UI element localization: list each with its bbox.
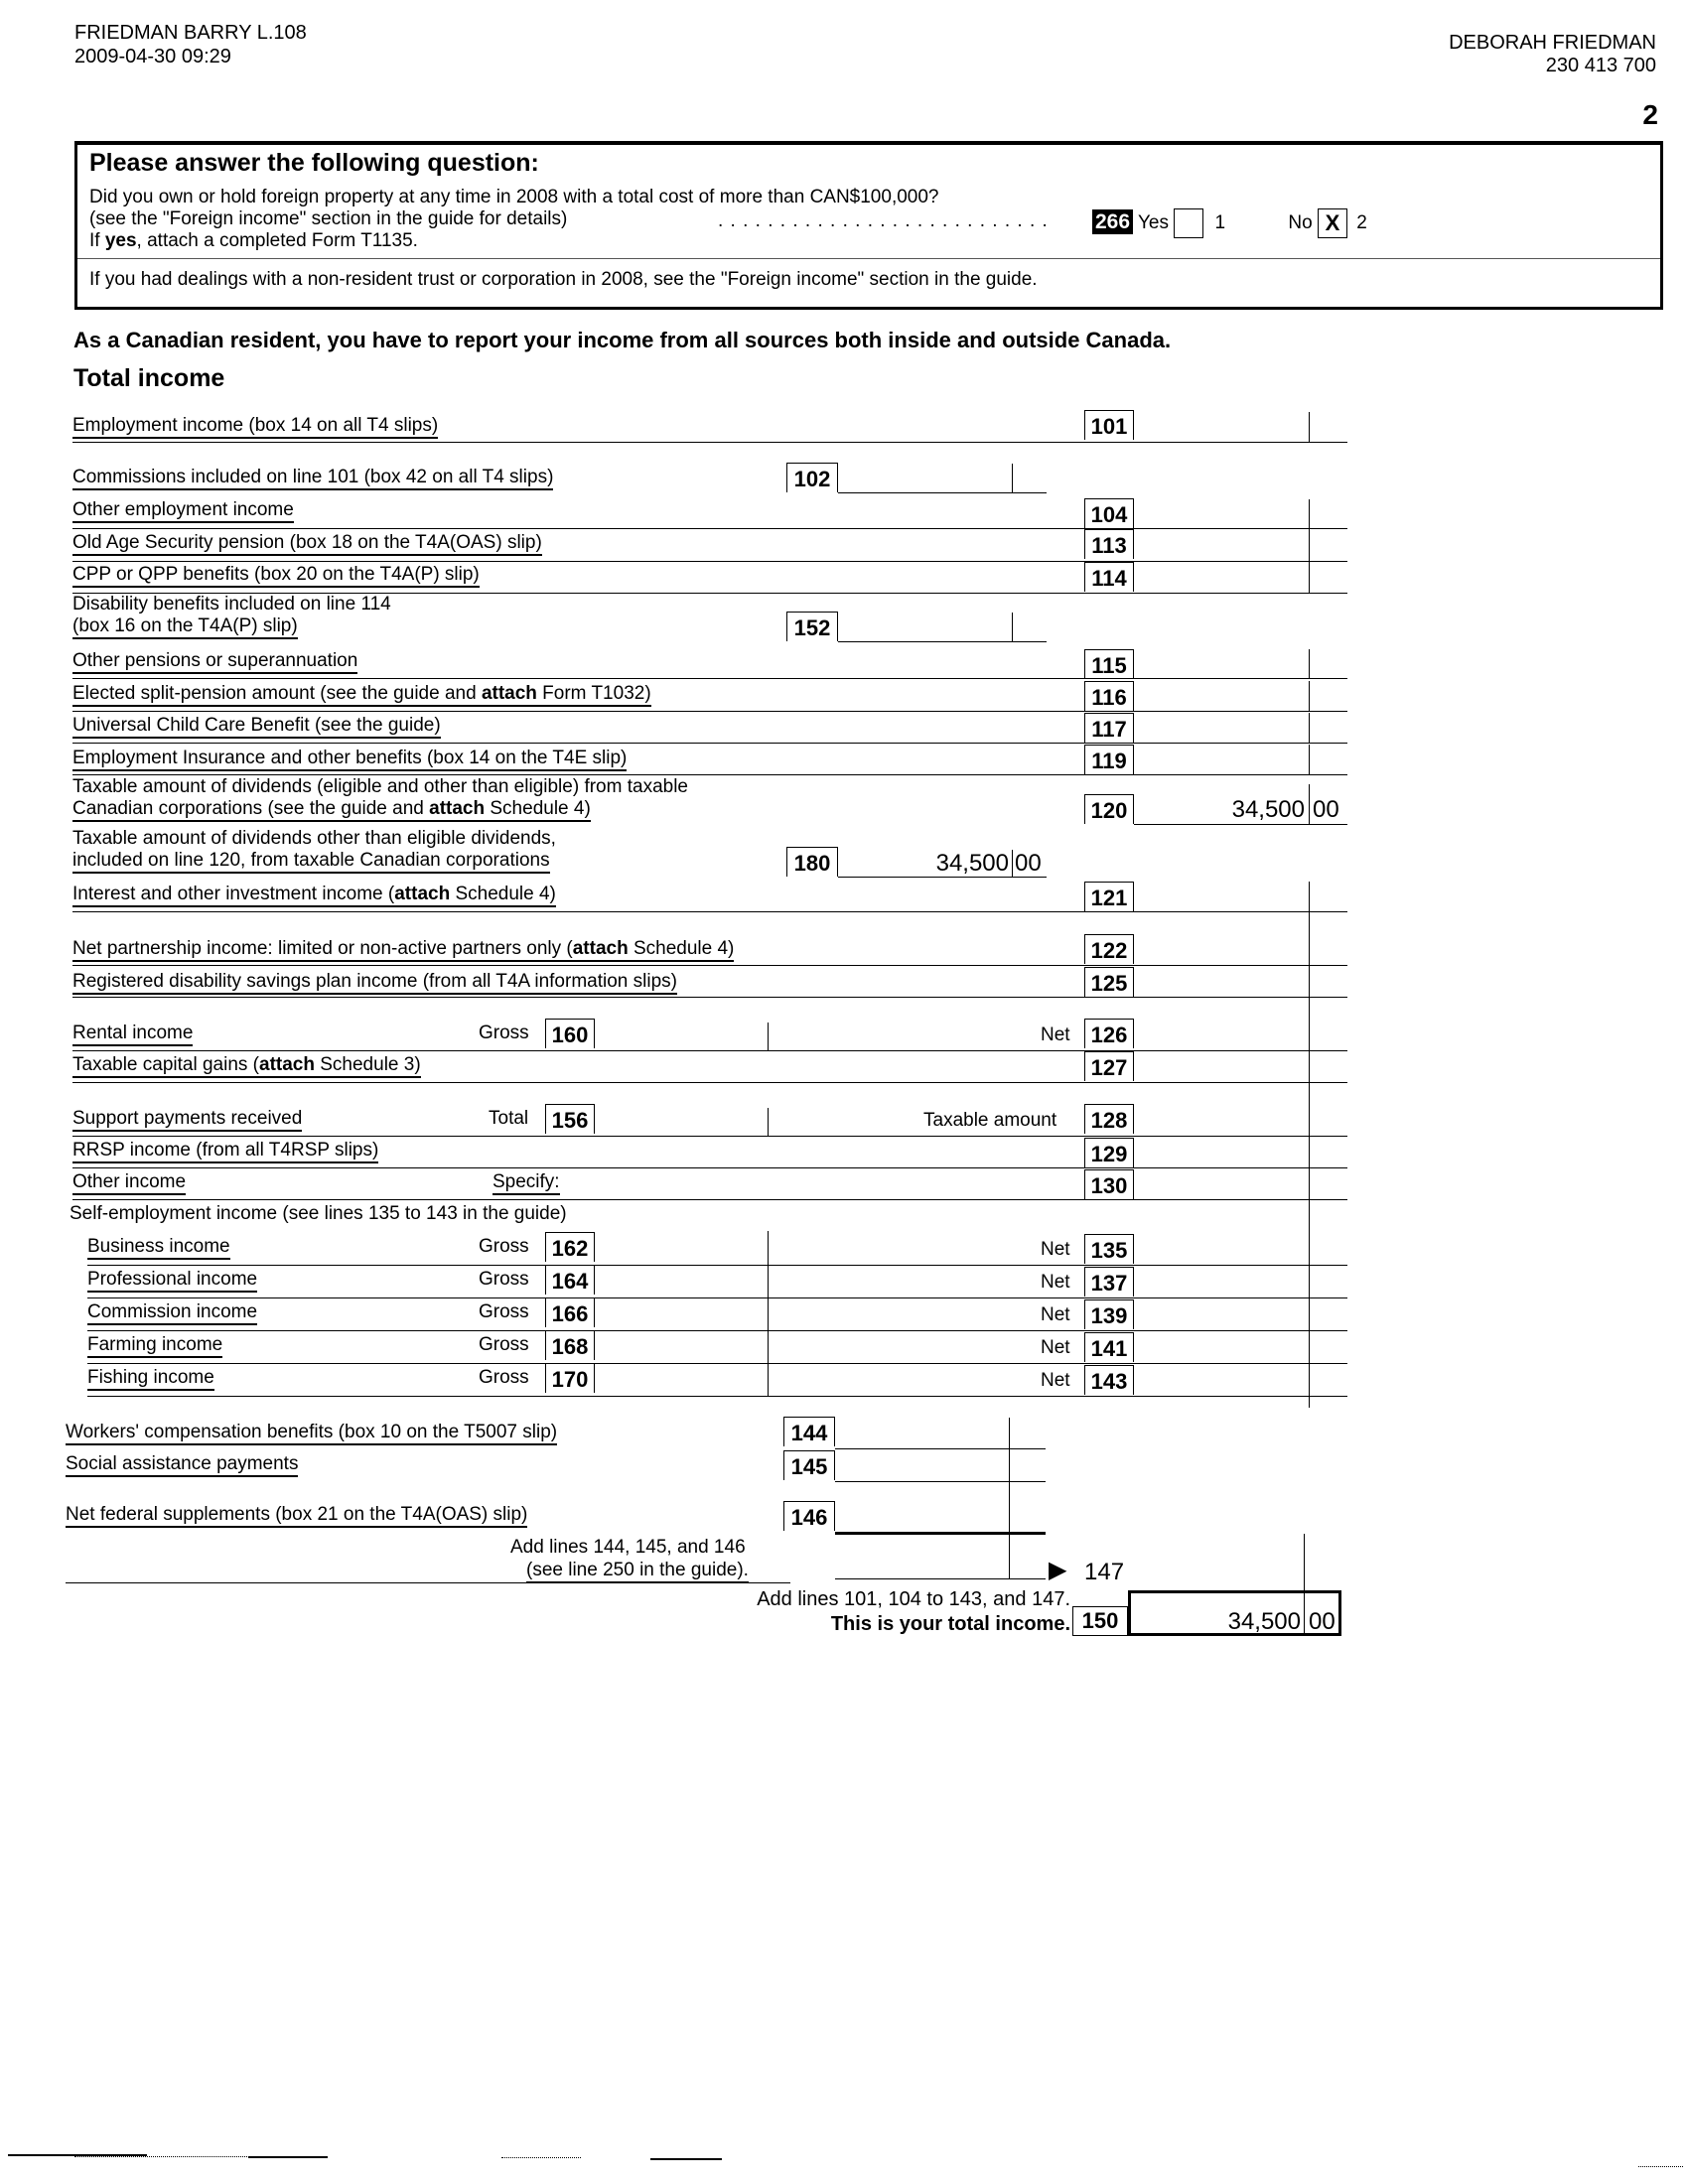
yes-value: 1 <box>1214 212 1226 234</box>
line-156-total-label: Total <box>489 1108 529 1129</box>
line-122-code: 122 <box>1084 934 1134 964</box>
line-130-code: 130 <box>1084 1169 1134 1199</box>
line-144-code: 144 <box>783 1417 835 1446</box>
line-121-code: 121 <box>1084 882 1134 911</box>
line-130-specify-label: Specify: <box>492 1171 560 1195</box>
line-180-label-1: Taxable amount of dividends other than eligible dividends, <box>72 828 556 849</box>
gross-label: Gross <box>479 1269 529 1290</box>
line-144-label: Workers' compensation benefits (box 10 on the T5007 slip) <box>66 1422 557 1445</box>
foreign-property-question-box <box>74 141 1663 310</box>
no-value: 2 <box>1356 212 1367 234</box>
line-122-label: Net partnership income: limited or non-active partners only (attach Schedule 4) <box>72 938 734 962</box>
question-attach-note: If yes, attach a completed Form T1135. <box>89 230 418 251</box>
line-113-label: Old Age Security pension (box 18 on the T4A(OAS) slip) <box>72 532 542 556</box>
line-126-net-label: Net <box>1041 1024 1070 1045</box>
line-128-label: Support payments received <box>72 1108 302 1132</box>
line-170-code: 170 <box>545 1363 595 1393</box>
line-162-code: 162 <box>545 1232 595 1262</box>
line-115-label: Other pensions or superannuation <box>72 650 357 674</box>
line-126-amount-field[interactable] <box>1134 1019 1309 1050</box>
gross-label: Gross <box>479 1334 529 1355</box>
page-number: 2 <box>1642 99 1658 130</box>
gross-label: Gross <box>479 1236 529 1257</box>
line-129-amount-field[interactable] <box>1134 1138 1309 1167</box>
line-130-amount-field[interactable] <box>1134 1169 1309 1199</box>
line-127-amount-field[interactable] <box>1134 1051 1309 1082</box>
self-employment-business-label: Business income <box>87 1236 230 1260</box>
line-119-amount-field[interactable] <box>1134 745 1309 774</box>
line-128-code: 128 <box>1084 1104 1134 1134</box>
line-145-code: 145 <box>783 1450 835 1480</box>
line-152-amount-field[interactable] <box>838 612 1012 641</box>
line-150-label-2: This is your total income. <box>830 1613 1070 1635</box>
net-label: Net <box>1041 1272 1070 1293</box>
line-150-code: 150 <box>1072 1606 1128 1636</box>
line-117-amount-field[interactable] <box>1134 713 1309 743</box>
line-101-label: Employment income (box 14 on all T4 slips) <box>72 415 438 439</box>
line-129-label: RRSP income (from all T4RSP slips) <box>72 1140 378 1163</box>
line-116-label: Elected split-pension amount (see the guide and attach Form T1032) <box>72 683 651 707</box>
line-125-code: 125 <box>1084 967 1134 997</box>
line-120-label-2: Canadian corporations (see the guide and attach Schedule 4) <box>72 798 591 822</box>
self-employment-fishing-label: Fishing income <box>87 1367 214 1391</box>
line-120-amount-cents[interactable]: 00 <box>1313 796 1339 823</box>
line-102-amount-field[interactable] <box>838 463 1012 492</box>
net-label: Net <box>1041 1370 1070 1391</box>
line-141-amount-field[interactable] <box>1134 1332 1309 1363</box>
yes-label: Yes <box>1137 212 1169 234</box>
section-title-total-income: Total income <box>73 364 225 392</box>
line-117-code: 117 <box>1084 713 1134 743</box>
line-166-gross-field[interactable] <box>595 1297 768 1327</box>
line-146-amount-field[interactable] <box>835 1501 1009 1532</box>
gross-label: Gross <box>479 1367 529 1388</box>
line-147-label-1: Add lines 144, 145, and 146 <box>510 1537 746 1558</box>
line-113-code: 113 <box>1084 529 1134 559</box>
line-156-code: 156 <box>545 1104 595 1134</box>
line-135-code: 135 <box>1084 1234 1134 1264</box>
line-116-amount-field[interactable] <box>1134 681 1309 711</box>
question-title: Please answer the following question: <box>89 149 539 177</box>
line-152-label-1: Disability benefits included on line 114 <box>72 594 391 614</box>
line-104-label: Other employment income <box>72 499 294 523</box>
no-label: No <box>1288 212 1313 234</box>
line-115-amount-field[interactable] <box>1134 649 1309 678</box>
line-144-amount-field[interactable] <box>835 1417 1009 1448</box>
line-152-label-2: (box 16 on the T4A(P) slip) <box>72 615 298 639</box>
line-146-code: 146 <box>783 1501 835 1531</box>
taxpayer-header-name: FRIEDMAN BARRY L.108 <box>74 22 307 44</box>
line-130-label: Other income <box>72 1171 186 1195</box>
line-137-amount-field[interactable] <box>1134 1267 1309 1297</box>
print-timestamp: 2009-04-30 09:29 <box>74 46 231 68</box>
line-180-code: 180 <box>786 847 838 877</box>
line-166-code: 166 <box>545 1297 595 1327</box>
line-150-label-1: Add lines 101, 104 to 143, and 147. <box>757 1588 1070 1610</box>
line-152-code: 152 <box>786 612 838 641</box>
self-employment-professional-label: Professional income <box>87 1269 257 1293</box>
line-104-amount-field[interactable] <box>1134 498 1309 528</box>
self-employment-commission-label: Commission income <box>87 1301 257 1325</box>
line-128-taxable-label: Taxable amount <box>923 1110 1057 1131</box>
line-126-label: Rental income <box>72 1023 193 1046</box>
line-120-label-1: Taxable amount of dividends (eligible and other than eligible) from taxable <box>72 776 688 797</box>
line-156-total-field[interactable] <box>595 1104 768 1134</box>
line-180-amount-dollars[interactable]: 34,500 <box>935 850 1009 877</box>
line-code-266: 266 <box>1092 209 1133 234</box>
line-147-label-2: (see line 250 in the guide). <box>526 1560 749 1583</box>
line-115-code: 115 <box>1084 649 1134 679</box>
resident-notice: As a Canadian resident, you have to report your income from all sources both inside and outside Canada. <box>73 328 1172 352</box>
line-101-amount-field[interactable] <box>1134 410 1309 442</box>
arrow-right-icon: ▶ <box>1049 1557 1067 1583</box>
line-114-code: 114 <box>1084 562 1134 592</box>
line-128-amount-field[interactable] <box>1134 1104 1309 1136</box>
line-114-amount-field[interactable] <box>1134 562 1309 593</box>
line-121-label: Interest and other investment income (attach Schedule 4) <box>72 884 556 907</box>
self-employment-heading: Self-employment income (see lines 135 to 143 in the guide) <box>70 1203 567 1224</box>
line-146-label: Net federal supplements (box 21 on the T4A(OAS) slip) <box>66 1504 527 1528</box>
line-104-code: 104 <box>1084 498 1134 528</box>
line-160-code: 160 <box>545 1019 595 1048</box>
line-164-code: 164 <box>545 1265 595 1295</box>
spouse-name: DEBORAH FRIEDMAN <box>1449 32 1656 54</box>
line-143-code: 143 <box>1084 1365 1134 1395</box>
line-120-amount-dollars[interactable]: 34,500 <box>1231 796 1305 823</box>
line-141-code: 141 <box>1084 1332 1134 1362</box>
net-label: Net <box>1041 1337 1070 1358</box>
line-139-amount-field[interactable] <box>1134 1299 1309 1330</box>
line-147-code: 147 <box>1084 1559 1125 1585</box>
line-139-code: 139 <box>1084 1299 1134 1329</box>
line-137-code: 137 <box>1084 1267 1134 1297</box>
line-113-amount-field[interactable] <box>1134 529 1309 561</box>
line-125-label: Registered disability savings plan income (from all T4A information slips) <box>72 971 677 995</box>
line-130-specify-field[interactable] <box>576 1169 1072 1197</box>
line-145-amount-field[interactable] <box>835 1450 1009 1481</box>
line-101-code: 101 <box>1084 410 1134 440</box>
line-143-amount-field[interactable] <box>1134 1365 1309 1396</box>
line-127-code: 127 <box>1084 1051 1134 1081</box>
line-168-code: 168 <box>545 1330 595 1360</box>
line-135-amount-field[interactable] <box>1134 1234 1309 1265</box>
self-employment-farming-label: Farming income <box>87 1334 222 1358</box>
line-150-amount-dollars[interactable]: 34,500 <box>1227 1608 1301 1635</box>
net-label: Net <box>1041 1239 1070 1260</box>
line-145-label: Social assistance payments <box>66 1453 298 1477</box>
line-150-amount-cents[interactable]: 00 <box>1309 1608 1336 1635</box>
line-170-gross-field[interactable] <box>595 1363 768 1393</box>
line-125-amount-field[interactable] <box>1134 967 1309 997</box>
line-121-amount-field[interactable] <box>1134 882 1309 911</box>
no-checkbox[interactable]: X <box>1318 208 1347 238</box>
line-120-code: 120 <box>1084 794 1134 824</box>
line-116-code: 116 <box>1084 681 1134 711</box>
gross-label: Gross <box>479 1301 529 1322</box>
line-160-gross-label: Gross <box>479 1023 529 1043</box>
line-162-gross-field[interactable] <box>595 1232 768 1262</box>
question-guide-ref: (see the "Foreign income" section in the guide for details) <box>89 208 568 229</box>
non-resident-note: If you had dealings with a non-resident trust or corporation in 2008, see the "Foreign income" section in the guide. <box>89 269 1038 290</box>
line-117-label: Universal Child Care Benefit (see the guide) <box>72 715 441 739</box>
net-label: Net <box>1041 1304 1070 1325</box>
line-147-subtotal-field[interactable] <box>835 1539 1009 1578</box>
line-122-amount-field[interactable] <box>1134 934 1309 965</box>
line-129-code: 129 <box>1084 1138 1134 1167</box>
line-127-label: Taxable capital gains (attach Schedule 3) <box>72 1054 421 1078</box>
line-126-code: 126 <box>1084 1019 1134 1048</box>
line-102-code: 102 <box>786 463 838 492</box>
line-180-label-2: included on line 120, from taxable Canadian corporations <box>72 850 550 874</box>
line-102-label: Commissions included on line 101 (box 42 on all T4 slips) <box>72 467 553 490</box>
line-114-label: CPP or QPP benefits (box 20 on the T4A(P) slip) <box>72 564 480 588</box>
yes-checkbox[interactable] <box>1174 208 1203 238</box>
line-180-amount-cents[interactable]: 00 <box>1015 850 1042 877</box>
leader-dots: . . . . . . . . . . . . . . . . . . . . . . . . . . . <box>718 210 1049 231</box>
line-119-code: 119 <box>1084 745 1134 774</box>
answer-group <box>1092 208 1367 238</box>
line-160-gross-field[interactable] <box>595 1019 768 1048</box>
spouse-sin: 230 413 700 <box>1545 55 1656 76</box>
line-168-gross-field[interactable] <box>595 1330 768 1360</box>
line-119-label: Employment Insurance and other benefits (box 14 on the T4E slip) <box>72 748 627 771</box>
line-164-gross-field[interactable] <box>595 1265 768 1295</box>
question-text: Did you own or hold foreign property at any time in 2008 with a total cost of more than CAN$100,000? <box>89 187 939 207</box>
